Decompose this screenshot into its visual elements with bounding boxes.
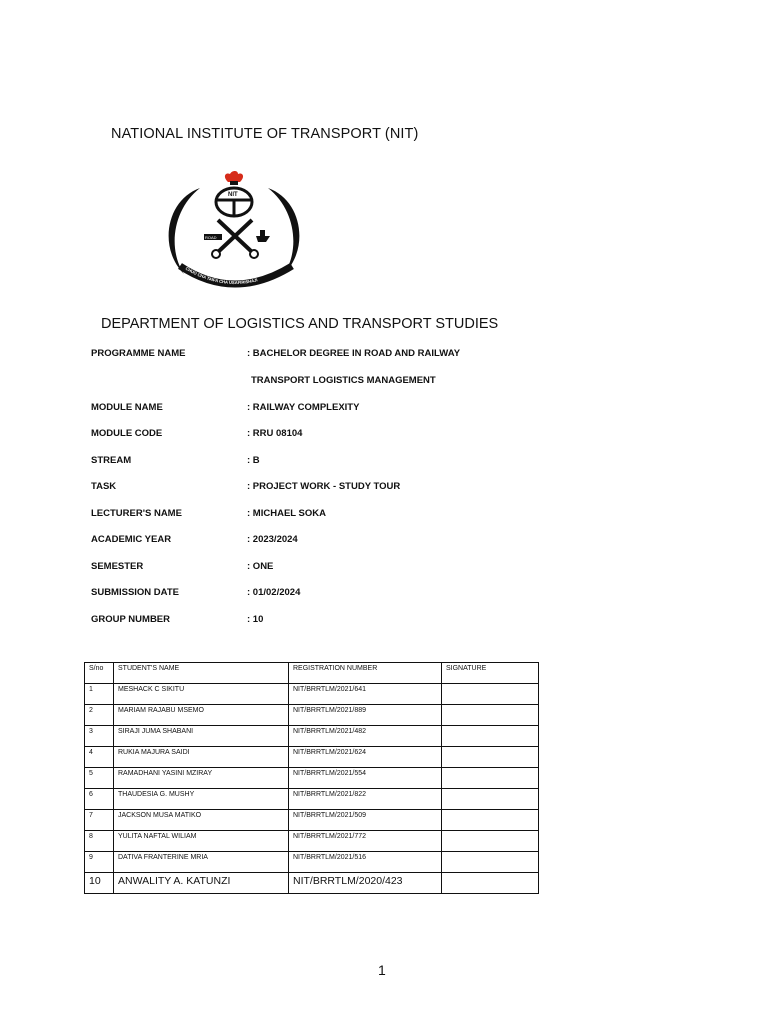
table-cell: 5 [85, 768, 114, 789]
table-cell: MARIAM RAJABU MSEMO [114, 705, 289, 726]
field-value: : 01/02/2024 [247, 587, 301, 598]
field-value: : MICHAEL SOKA [247, 508, 326, 519]
department-title: DEPARTMENT OF LOGISTICS AND TRANSPORT STUDIES [101, 316, 499, 332]
signature-cell [442, 852, 539, 873]
table-cell: DATIVA FRANTERINE MRIA [114, 852, 289, 873]
table-cell: 10 [85, 873, 114, 894]
field-value: TRANSPORT LOGISTICS MANAGEMENT [251, 375, 436, 386]
field-value: : RRU 08104 [247, 428, 303, 439]
signature-cell [442, 873, 539, 894]
field-label: LECTURER'S NAME [91, 508, 182, 519]
signature-cell [442, 789, 539, 810]
field-label: SUBMISSION DATE [91, 587, 179, 598]
table-cell: THAUDESIA G. MUSHY [114, 789, 289, 810]
table-cell: 2 [85, 705, 114, 726]
signature-cell [442, 684, 539, 705]
logo-ring-text: CHUO CHA TAIFA CHA USAFIRISHAJI [184, 265, 259, 286]
field-label: MODULE CODE [91, 428, 163, 439]
table-cell: ANWALITY A. KATUNZI [114, 873, 289, 894]
institute-title: NATIONAL INSTITUTE OF TRANSPORT (NIT) [111, 126, 419, 142]
table-row [85, 852, 539, 873]
table-cell: NIT/BRRTLM/2021/772 [289, 831, 442, 852]
table-cell: NIT/BRRTLM/2021/822 [289, 789, 442, 810]
table-cell: NIT/BRRTLM/2021/641 [289, 684, 442, 705]
table-cell: NIT/BRRTLM/2021/624 [289, 747, 442, 768]
table-row [85, 726, 539, 747]
logo-top-text: NIT [228, 192, 238, 198]
table-cell: YULITA NAFTAL WILIAM [114, 831, 289, 852]
table-cell: 9 [85, 852, 114, 873]
svg-text:CHUO CHA TAIFA CHA USAFIRISHAJ [185, 266, 258, 285]
field-label: GROUP NUMBER [91, 614, 170, 625]
field-value: : RAILWAY COMPLEXITY [247, 402, 360, 413]
table-header-row [85, 663, 539, 684]
table-cell: RAMADHANI YASINI MZIRAY [114, 768, 289, 789]
signature-cell [442, 747, 539, 768]
nit-logo [158, 170, 310, 294]
field-value: : B [247, 455, 260, 466]
field-value: : PROJECT WORK - STUDY TOUR [247, 481, 401, 492]
field-label: SEMESTER [91, 561, 144, 572]
field-value: : 10 [247, 614, 264, 625]
table-row [85, 705, 539, 726]
field-label: PROGRAMME NAME [91, 348, 186, 359]
signature-cell [442, 831, 539, 852]
column-header: S/no [85, 663, 114, 684]
field-label: STREAM [91, 455, 132, 466]
table-row [85, 810, 539, 831]
table-row [85, 747, 539, 768]
table-cell: NIT/BRRTLM/2020/423 [289, 873, 442, 894]
table-cell: NIT/BRRTLM/2021/554 [289, 768, 442, 789]
table-cell: 7 [85, 810, 114, 831]
column-header: STUDENT'S NAME [114, 663, 289, 684]
table-row [85, 831, 539, 852]
table-cell: NIT/BRRTLM/2021/889 [289, 705, 442, 726]
logo-plate-text: ROAD [205, 235, 217, 240]
field-value: : 2023/2024 [247, 534, 298, 545]
field-value: : BACHELOR DEGREE IN ROAD AND RAILWAY [247, 348, 461, 359]
signature-cell [442, 810, 539, 831]
table-cell: NIT/BRRTLM/2021/516 [289, 852, 442, 873]
column-header: REGISTRATION NUMBER [289, 663, 442, 684]
signature-cell [442, 726, 539, 747]
table-row [85, 684, 539, 705]
page-number: 1 [378, 962, 386, 978]
field-label: TASK [91, 481, 117, 492]
table-cell: MESHACK C SIKITU [114, 684, 289, 705]
signature-cell [442, 768, 539, 789]
group-members-table [84, 662, 539, 894]
table-row [85, 768, 539, 789]
field-label: MODULE NAME [91, 402, 163, 413]
table-cell: 4 [85, 747, 114, 768]
table-cell: 8 [85, 831, 114, 852]
table-cell: NIT/BRRTLM/2021/509 [289, 810, 442, 831]
column-header: SIGNATURE [442, 663, 539, 684]
table-cell: SIRAJI JUMA SHABANI [114, 726, 289, 747]
table-cell: JACKSON MUSA MATIKO [114, 810, 289, 831]
field-label: ACADEMIC YEAR [91, 534, 172, 545]
table-row [85, 789, 539, 810]
table-cell: 6 [85, 789, 114, 810]
signature-cell [442, 705, 539, 726]
table-row [85, 873, 539, 894]
field-value: : ONE [247, 561, 274, 572]
table-cell: 3 [85, 726, 114, 747]
table-cell: 1 [85, 684, 114, 705]
table-cell: RUKIA MAJURA SAIDI [114, 747, 289, 768]
table-cell: NIT/BRRTLM/2021/482 [289, 726, 442, 747]
